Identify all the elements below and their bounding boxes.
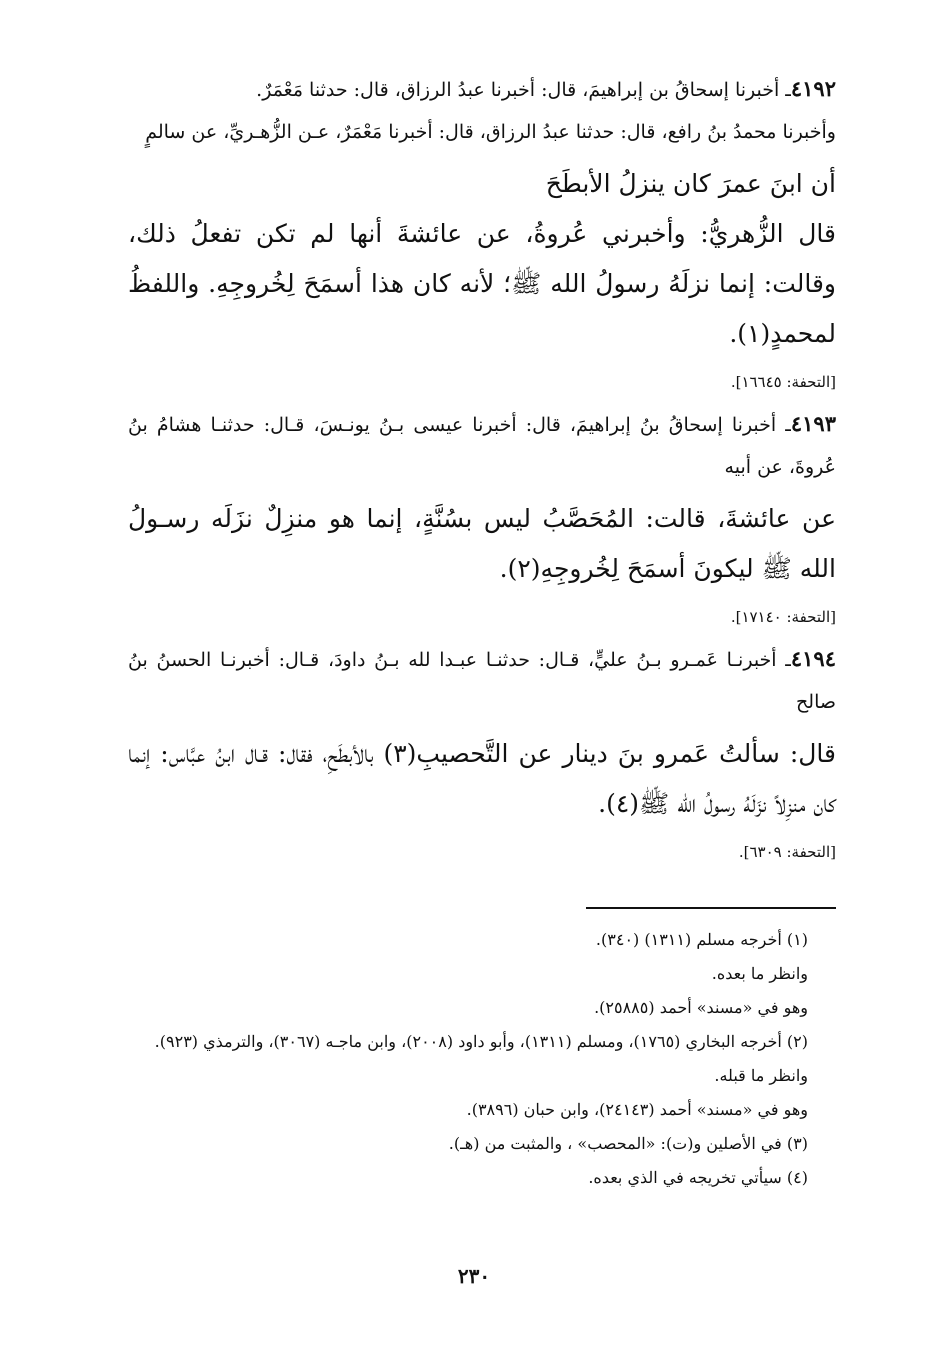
hadith-4192-matn-2: قال الزُّهريُّ: وأخبرني عُروةُ، عن عائشةَ أنها لم تكن تفعلُ ذلك، وقالت: إنما نزلَهُ رسولُ الله ﷺ؛ لأنه كان هذا أسمَحَ لِخُروجِهِ. واللفظُ لمحمدٍ(١). bbox=[128, 219, 836, 348]
hadith-4193-matn: عن عائشةَ، قالت: المُحَصَّبُ ليس بسُنَّةٍ، إنما هو منزِلٌ نزَلَه رسـولُ الله ﷺ ليكونَ أسمَحَ لِخُروجِهِ(٢). bbox=[128, 504, 836, 583]
hadith-4194-chain: ٤١٩٤ـ أخبرنـا عَمـرو بـنُ عليٍّ، قـال: حدثنـا عبـدا لله بـنُ داودَ، قـال: أخبرنـا الحسنُ بنُ صالح bbox=[128, 646, 836, 713]
main-text bbox=[128, 68, 836, 867]
hadith-4194-tuhfa: [التحفة: ٦٣٠٩]. bbox=[738, 843, 836, 861]
hadith-number: ٤١٩٣ bbox=[790, 411, 836, 436]
footnote-line: وانظر ما بعده. bbox=[711, 964, 808, 983]
footnote-line: وهو في «مسند» أحمد (٢٤١٤٣)، وابن حبان (٣٨٩٦). bbox=[466, 1100, 808, 1119]
hadith-4192-tuhfa: [التحفة: ١٦٦٤٥]. bbox=[730, 373, 836, 391]
footnote-line: وانظر ما قبله. bbox=[714, 1066, 808, 1085]
hadith-4192-chain-1: ٤١٩٢ـ أخبرنا إسحاقُ بن إبراهيمَ، قال: أخبرنا عبدُ الرزاق، قال: حدثنا مَعْمَرٌ. bbox=[256, 76, 836, 101]
hadith-4194-matn: قال: سألتُ عَمرو بنَ دينار عن التَّحصيبِ(٣) بالأبطَحِ، فقال: قـال ابنُ عبَّاس: إنما كان منزِلاً نزَلَهُ رسولُ الله ﷺ(٤). bbox=[128, 739, 836, 818]
page-number: ٢٣٠ bbox=[457, 1264, 491, 1288]
hadith-number: ٤١٩٢ bbox=[790, 76, 836, 101]
hadith-4193-tuhfa: [التحفة: ١٧١٤٠]. bbox=[730, 608, 836, 626]
hadith-4192-chain-2: وأخبرنا محمدُ بنُ رافع، قال: حدثنا عبدُ الرزاق، قال: أخبرنا مَعْمَرٌ، عـن الزُّهـريِّ، عن سالمٍ bbox=[145, 121, 836, 143]
footnote-line: (١) أخرجه مسلم (١٣١١) (٣٤٠). bbox=[595, 930, 808, 949]
footnotes bbox=[128, 923, 836, 1195]
hadith-4193-chain: ٤١٩٣ـ أخبرنا إسحاقُ بنُ إبراهيمَ، قال: أخبرنا عيسى بـنُ يونـسَ، قـال: حدثنـا هشامُ بنُ عُروةَ، عن أبيه bbox=[128, 411, 836, 478]
footnote-line: (٤) سيأتي تخريجه في الذي بعده. bbox=[588, 1168, 808, 1187]
footnote-line: (٣) في الأصلين و(ت): «المحصب» ، والمثبت من (هـ). bbox=[448, 1134, 808, 1153]
footnote-line: وهو في «مسند» أحمد (٢٥٨٨٥). bbox=[594, 998, 808, 1017]
hadith-4192-matn-1: أن ابنَ عمرَ كان ينزلُ الأبطَحَ bbox=[545, 169, 836, 198]
footnote-divider bbox=[586, 907, 836, 909]
footnote-line: (٢) أخرجه البخاري (١٧٦٥)، ومسلم (١٣١١)، وأبو داود (٢٠٠٨)، وابن ماجـه (٣٠٦٧)، والترمذي (٩٢٣). bbox=[154, 1032, 808, 1051]
hadith-number: ٤١٩٤ bbox=[790, 646, 836, 671]
